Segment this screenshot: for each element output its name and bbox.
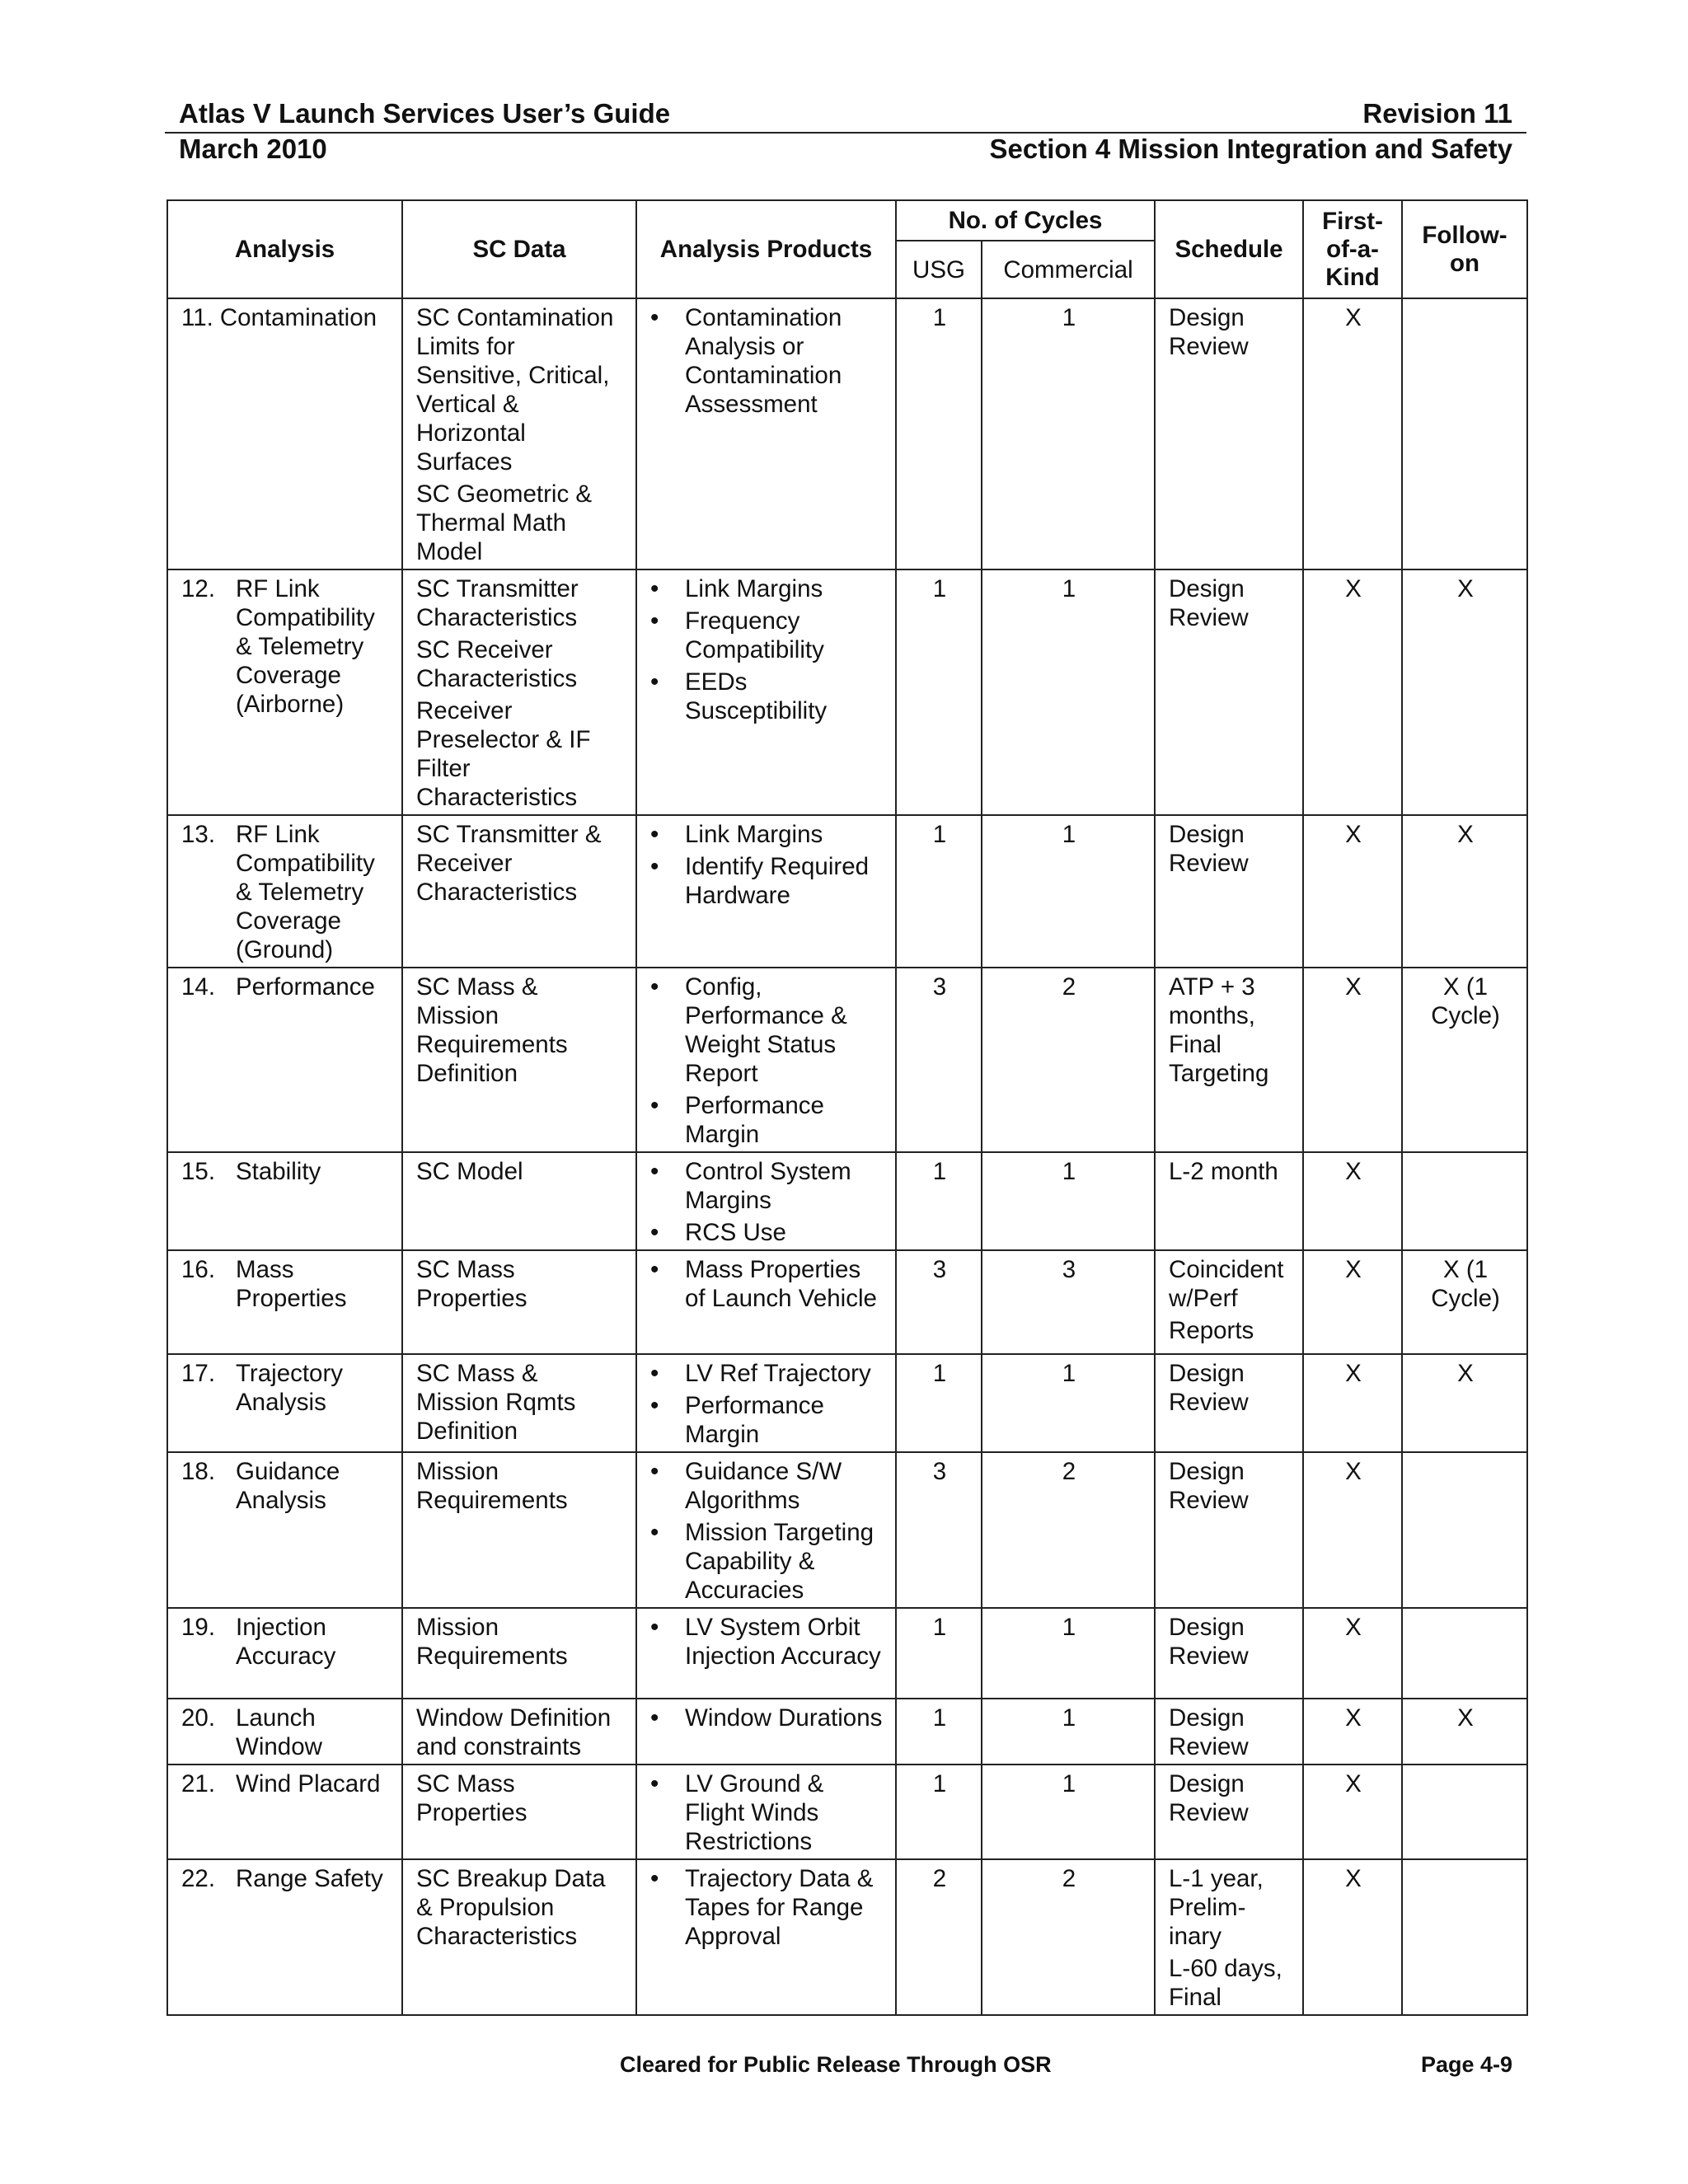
follow-on-cell: X — [1402, 815, 1527, 968]
analysis-products-cell — [636, 1354, 896, 1452]
analysis-name: RF Link Compatibility & Telemetry Coverage (Airborne) — [236, 575, 375, 718]
analysis-cell — [167, 1354, 402, 1452]
analysis-products-cell — [636, 1765, 896, 1859]
bullet-icon: • — [650, 1519, 659, 1546]
product-text: Frequency Compatibility — [685, 607, 824, 663]
analysis-cell — [167, 1152, 402, 1250]
schedule-item: ATP + 3 months, Final Targeting — [1169, 973, 1269, 1087]
commercial-cycles-cell: 1 — [982, 1152, 1155, 1250]
analysis-cell — [167, 1859, 402, 2015]
header-first-of-a-kind: First-of-a-Kind — [1303, 200, 1402, 298]
product-text: Performance Margin — [685, 1392, 824, 1448]
analysis-products-cell — [636, 1452, 896, 1608]
product-item — [650, 1518, 884, 1605]
sc-data-item: SC Mass Properties — [416, 1770, 528, 1826]
product-item — [650, 668, 884, 725]
product-item — [650, 1613, 884, 1671]
product-item — [650, 820, 884, 849]
commercial-cycles-cell: 1 — [982, 1608, 1155, 1699]
analysis-products-cell — [636, 1152, 896, 1250]
table-row — [167, 815, 1527, 968]
sc-data-cell — [402, 298, 636, 569]
first-of-a-kind-cell: X — [1303, 1765, 1402, 1859]
row-number: 12. — [181, 575, 216, 602]
analysis-cell — [167, 1608, 402, 1699]
table-row — [167, 1608, 1527, 1699]
analysis-cell — [167, 1765, 402, 1859]
section-title: Section 4 Mission Integration and Safety — [989, 134, 1512, 164]
bullet-icon: • — [650, 1865, 659, 1892]
product-item — [650, 303, 884, 419]
follow-on-cell — [1402, 298, 1527, 569]
header-commercial: Commercial — [982, 241, 1155, 298]
commercial-cycles-cell: 1 — [982, 298, 1155, 569]
row-number: 20. — [181, 1704, 216, 1732]
schedule-cell — [1155, 569, 1303, 815]
row-number: 14. — [181, 973, 216, 1001]
table-row — [167, 1859, 1527, 2015]
header-usg: USG — [896, 241, 982, 298]
usg-cycles-cell: 1 — [896, 815, 982, 968]
table-row — [167, 1152, 1527, 1250]
analysis-name: Stability — [236, 1158, 321, 1185]
analysis-name: RF Link Compatibility & Telemetry Coverage (Ground) — [236, 821, 375, 963]
header-analysis: Analysis — [167, 200, 402, 298]
follow-on-cell — [1402, 1152, 1527, 1250]
row-number: 22. — [181, 1865, 216, 1892]
follow-on-cell — [1402, 1608, 1527, 1699]
usg-cycles-cell: 1 — [896, 569, 982, 815]
commercial-cycles-cell: 2 — [982, 968, 1155, 1152]
commercial-cycles-cell: 2 — [982, 1452, 1155, 1608]
first-of-a-kind-cell: X — [1303, 1859, 1402, 2015]
product-text: Link Margins — [685, 821, 823, 848]
row-number: 18. — [181, 1458, 216, 1485]
analysis-name: Launch Window — [236, 1704, 322, 1760]
schedule-item: Design Review — [1169, 1770, 1249, 1826]
product-text: LV System Orbit Injection Accuracy — [685, 1614, 881, 1670]
first-of-a-kind-cell: X — [1303, 1354, 1402, 1452]
sc-data-item: SC Geometric & Thermal Math Model — [416, 480, 593, 565]
follow-on-cell: X — [1402, 1699, 1527, 1765]
schedule-item: Design Review — [1169, 575, 1249, 631]
schedule-cell — [1155, 1152, 1303, 1250]
commercial-cycles-cell: 1 — [982, 815, 1155, 968]
row-number: 21. — [181, 1770, 216, 1797]
usg-cycles-cell: 1 — [896, 1765, 982, 1859]
product-item — [650, 1359, 884, 1388]
analysis-name: Contamination — [219, 304, 377, 331]
product-item — [650, 1255, 884, 1313]
product-text: EEDs Susceptibility — [685, 668, 828, 724]
product-text: Contamination Analysis or Contamination Assessment — [685, 304, 842, 418]
first-of-a-kind-cell: X — [1303, 569, 1402, 815]
schedule-cell — [1155, 1452, 1303, 1608]
table-row — [167, 569, 1527, 815]
bullet-icon: • — [650, 1458, 659, 1485]
follow-on-cell: X — [1402, 1354, 1527, 1452]
follow-on-cell: X — [1402, 569, 1527, 815]
sc-data-cell — [402, 1699, 636, 1765]
bullet-icon: • — [650, 1614, 659, 1641]
schedule-item: Design Review — [1169, 1360, 1249, 1416]
schedule-cell — [1155, 1608, 1303, 1699]
usg-cycles-cell: 1 — [896, 1699, 982, 1765]
follow-on-cell — [1402, 1859, 1527, 2015]
schedule-cell — [1155, 1250, 1303, 1354]
analysis-cell — [167, 298, 402, 569]
commercial-cycles-cell: 1 — [982, 1354, 1155, 1452]
product-item — [650, 852, 884, 910]
header-follow-on: Follow-on — [1402, 200, 1527, 298]
sc-data-item: SC Receiver Characteristics — [416, 636, 578, 692]
schedule-cell — [1155, 1765, 1303, 1859]
revision-label: Revision 11 — [1362, 98, 1512, 129]
schedule-item: Design Review — [1169, 1704, 1249, 1760]
sc-data-item: SC Model — [416, 1158, 523, 1185]
schedule-item: Design Review — [1169, 1458, 1249, 1514]
schedule-item: L-1 year, Prelim-inary — [1169, 1865, 1264, 1950]
sc-data-item: SC Mass & Mission Requirements Definition — [416, 973, 568, 1087]
schedule-cell — [1155, 815, 1303, 968]
analysis-cell — [167, 1699, 402, 1765]
table-row — [167, 1452, 1527, 1608]
header-analysis-products: Analysis Products — [636, 200, 896, 298]
table-row — [167, 1250, 1527, 1354]
bullet-icon: • — [650, 1770, 659, 1797]
product-item — [650, 607, 884, 664]
commercial-cycles-cell: 3 — [982, 1250, 1155, 1354]
analysis-name: Performance — [236, 973, 375, 1001]
schedule-item: Design Review — [1169, 1614, 1249, 1670]
sc-data-cell — [402, 1152, 636, 1250]
usg-cycles-cell: 3 — [896, 1250, 982, 1354]
sc-data-cell — [402, 815, 636, 968]
analysis-table — [166, 199, 1528, 2016]
bullet-icon: • — [650, 1219, 659, 1246]
usg-cycles-cell: 1 — [896, 298, 982, 569]
bullet-icon: • — [650, 1392, 659, 1419]
analysis-products-cell — [636, 968, 896, 1152]
bullet-icon: • — [650, 607, 659, 635]
row-number: 17. — [181, 1360, 216, 1387]
analysis-cell — [167, 569, 402, 815]
row-number: 11. — [181, 304, 213, 331]
product-text: LV Ground & Flight Winds Restrictions — [685, 1770, 824, 1855]
sc-data-item: SC Contamination Limits for Sensitive, Critical, Vertical & Horizontal Surfaces — [416, 304, 614, 476]
product-item — [650, 574, 884, 603]
product-text: Guidance S/W Algorithms — [685, 1458, 842, 1514]
analysis-products-cell — [636, 1608, 896, 1699]
sc-data-item: SC Mass Properties — [416, 1256, 528, 1312]
commercial-cycles-cell: 1 — [982, 1765, 1155, 1859]
schedule-item: Coincident w/Perf — [1169, 1256, 1284, 1312]
usg-cycles-cell: 1 — [896, 1152, 982, 1250]
product-item — [650, 1457, 884, 1515]
product-item — [650, 1157, 884, 1215]
table-row — [167, 1765, 1527, 1859]
product-text: Config, Performance & Weight Status Report — [685, 973, 847, 1087]
analysis-name: Injection Accuracy — [236, 1614, 336, 1670]
first-of-a-kind-cell: X — [1303, 298, 1402, 569]
schedule-cell — [1155, 1859, 1303, 2015]
bullet-icon: • — [650, 1704, 659, 1732]
product-item — [650, 1218, 884, 1247]
analysis-name: Wind Placard — [236, 1770, 381, 1797]
document-date: March 2010 — [179, 134, 327, 164]
row-number: 19. — [181, 1614, 216, 1641]
schedule-cell — [1155, 1354, 1303, 1452]
analysis-products-cell — [636, 1250, 896, 1354]
product-text: Mass Properties of Launch Vehicle — [685, 1256, 877, 1312]
first-of-a-kind-cell: X — [1303, 815, 1402, 968]
analysis-products-cell — [636, 298, 896, 569]
usg-cycles-cell: 2 — [896, 1859, 982, 2015]
analysis-name: Range Safety — [236, 1865, 383, 1892]
bullet-icon: • — [650, 1256, 659, 1283]
product-text: Performance Margin — [685, 1092, 824, 1148]
analysis-name: Mass Properties — [236, 1256, 347, 1312]
sc-data-cell — [402, 569, 636, 815]
analysis-products-cell — [636, 1859, 896, 2015]
bullet-icon: • — [650, 1360, 659, 1387]
product-item — [650, 1864, 884, 1951]
page-number: Page 4-9 — [1420, 2052, 1512, 2077]
sc-data-cell — [402, 1859, 636, 2015]
follow-on-cell: X (1 Cycle) — [1402, 1250, 1527, 1354]
product-item — [650, 972, 884, 1088]
header-no-of-cycles: No. of Cycles — [896, 200, 1155, 241]
sc-data-item: SC Mass & Mission Rqmts Definition — [416, 1360, 576, 1445]
table-row — [167, 1354, 1527, 1452]
sc-data-cell — [402, 968, 636, 1152]
analysis-products-cell — [636, 815, 896, 968]
analysis-cell — [167, 1452, 402, 1608]
usg-cycles-cell: 1 — [896, 1354, 982, 1452]
usg-cycles-cell: 3 — [896, 968, 982, 1152]
product-item — [650, 1704, 884, 1732]
follow-on-cell: X (1 Cycle) — [1402, 968, 1527, 1152]
usg-cycles-cell: 1 — [896, 1608, 982, 1699]
sc-data-cell — [402, 1608, 636, 1699]
bullet-icon: • — [650, 1092, 659, 1119]
product-text: Identify Required Hardware — [685, 853, 870, 909]
product-item — [650, 1391, 884, 1449]
analysis-cell — [167, 1250, 402, 1354]
product-text: LV Ref Trajectory — [685, 1360, 871, 1387]
first-of-a-kind-cell: X — [1303, 1250, 1402, 1354]
sc-data-item: Mission Requirements — [416, 1458, 568, 1514]
sc-data-item: SC Breakup Data & Propulsion Characteristics — [416, 1865, 606, 1950]
follow-on-cell — [1402, 1765, 1527, 1859]
bullet-icon: • — [650, 821, 659, 848]
bullet-icon: • — [650, 853, 659, 880]
row-number: 16. — [181, 1256, 216, 1283]
bullet-icon: • — [650, 304, 659, 331]
usg-cycles-cell: 3 — [896, 1452, 982, 1608]
analysis-name: Guidance Analysis — [236, 1458, 340, 1514]
schedule-item: Design Review — [1169, 821, 1249, 877]
first-of-a-kind-cell: X — [1303, 1152, 1402, 1250]
schedule-cell — [1155, 1699, 1303, 1765]
schedule-item: L-60 days, Final — [1169, 1955, 1282, 2011]
sc-data-cell — [402, 1354, 636, 1452]
sc-data-cell — [402, 1765, 636, 1859]
header-schedule: Schedule — [1155, 200, 1303, 298]
row-number: 13. — [181, 821, 216, 848]
commercial-cycles-cell: 2 — [982, 1859, 1155, 2015]
analysis-name: Trajectory Analysis — [236, 1360, 344, 1416]
analysis-cell — [167, 815, 402, 968]
row-number: 15. — [181, 1158, 216, 1185]
product-text: Trajectory Data & Tapes for Range Approval — [685, 1865, 874, 1950]
sc-data-item: SC Transmitter & Receiver Characteristics — [416, 821, 602, 906]
document-title: Atlas V Launch Services User’s Guide — [179, 98, 671, 129]
analysis-products-cell — [636, 1699, 896, 1765]
product-item — [650, 1091, 884, 1149]
schedule-item: Reports — [1169, 1317, 1254, 1344]
schedule-item: Design Review — [1169, 304, 1249, 360]
bullet-icon: • — [650, 575, 659, 602]
first-of-a-kind-cell: X — [1303, 1608, 1402, 1699]
product-text: Link Margins — [685, 575, 823, 602]
bullet-icon: • — [650, 973, 659, 1001]
schedule-cell — [1155, 298, 1303, 569]
commercial-cycles-cell: 1 — [982, 1699, 1155, 1765]
release-note: Cleared for Public Release Through OSR — [620, 2052, 1052, 2077]
product-text: Mission Targeting Capability & Accuracies — [685, 1519, 874, 1604]
schedule-item: L-2 month — [1169, 1158, 1278, 1185]
product-text: Control System Margins — [685, 1158, 851, 1214]
sc-data-item: Window Definition and constraints — [416, 1704, 612, 1760]
schedule-cell — [1155, 968, 1303, 1152]
table-row — [167, 298, 1527, 569]
commercial-cycles-cell: 1 — [982, 569, 1155, 815]
table-row — [167, 1699, 1527, 1765]
bullet-icon: • — [650, 1158, 659, 1185]
analysis-products-cell — [636, 569, 896, 815]
sc-data-cell — [402, 1250, 636, 1354]
product-item — [650, 1769, 884, 1856]
product-text: Window Durations — [685, 1704, 883, 1732]
sc-data-item: Receiver Preselector & IF Filter Characteristics — [416, 697, 591, 811]
sc-data-item: Mission Requirements — [416, 1614, 568, 1670]
first-of-a-kind-cell: X — [1303, 968, 1402, 1152]
header-sc-data: SC Data — [402, 200, 636, 298]
first-of-a-kind-cell: X — [1303, 1699, 1402, 1765]
sc-data-cell — [402, 1452, 636, 1608]
analysis-cell — [167, 968, 402, 1152]
product-text: RCS Use — [685, 1219, 786, 1246]
table-row — [167, 968, 1527, 1152]
first-of-a-kind-cell: X — [1303, 1452, 1402, 1608]
sc-data-item: SC Transmitter Characteristics — [416, 575, 579, 631]
follow-on-cell — [1402, 1452, 1527, 1608]
bullet-icon: • — [650, 668, 659, 696]
